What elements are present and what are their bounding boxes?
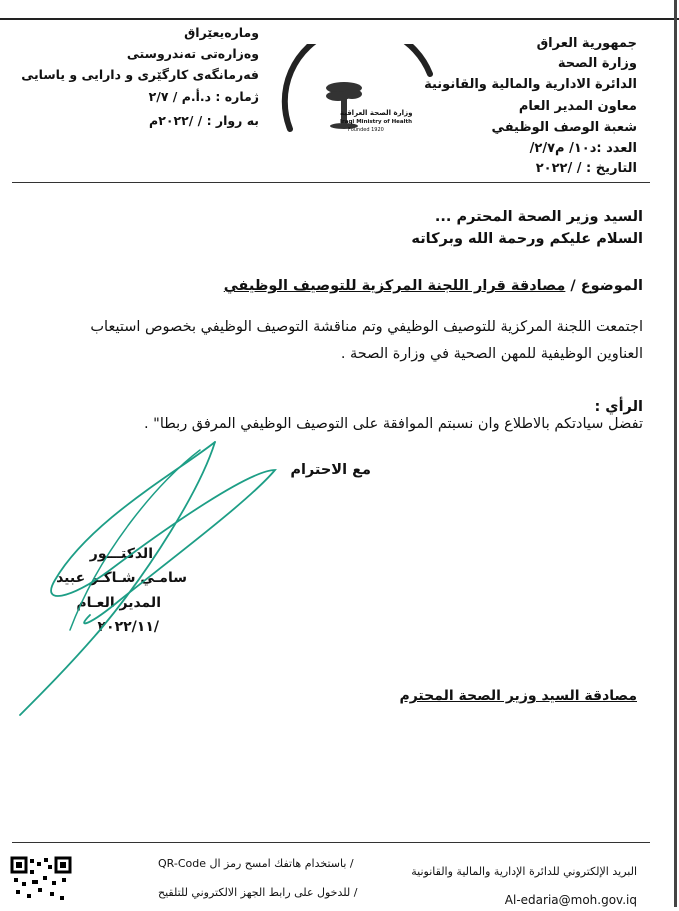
footer-divider: [12, 842, 650, 843]
header-right-line-1: جمهورية العراق: [536, 36, 637, 51]
logo-name-en: Iraqi Ministry of Health: [340, 119, 413, 125]
signature-title: الدكتـــور: [89, 546, 153, 562]
doc-date: التاريخ : / /٢٠٢٢: [535, 161, 637, 176]
closing: مع الاحترام: [290, 462, 371, 478]
signature-date: ٢٠٢٢/١١/: [97, 619, 159, 635]
header-left-line-2: فەرمانگەی کارگێری و دارایی و یاسایی: [21, 67, 259, 82]
footer-email-label: البريد الإلكتروني للدائرة الإدارية والمالية والقانونية: [411, 865, 637, 878]
header-divider: [12, 182, 650, 183]
header-left-line-4: بە روار : / /٢٠٢٢م: [149, 113, 259, 128]
right-frame-border: [674, 0, 677, 907]
header-right-line-4: معاون المدير العام: [518, 99, 637, 114]
header-left-line-1: وەزارەتی تەندروستی: [126, 46, 259, 61]
opinion-text: تفضل سيادتكم بالاطلاع وان نسبتم الموافقة على التوصيف الوظيفي المرفق ربطا" .: [143, 416, 643, 432]
paragraph-line-2: العناوين الوظيفية للمهن الصحية في وزارة الصحة .: [340, 346, 643, 362]
logo-name-ar: وزارة الصحة العراقية: [340, 109, 413, 117]
footer-qr-text-2: / للدخول على رابط الجهز الالكتروني للتلقيح: [158, 886, 358, 899]
footer-qr-text-1: / باستخدام هاتفك امسح رمز ال QR-Code: [158, 857, 354, 870]
subject-line: [224, 278, 643, 294]
paragraph-line-1: اجتمعت اللجنة المركزية للتوصيف الوظيفي وتم مناقشة التوصيف الوظيفي بخصوص استيعاب: [90, 319, 643, 335]
logo-founded: Founded 1920: [348, 127, 384, 133]
approval-line: مصادقة السيد وزير الصحة المحترم: [399, 688, 637, 704]
header-right-line-3: الدائرة الادارية والمالية والقانونية: [424, 77, 637, 92]
ministry-logo: [280, 44, 440, 144]
header-left-line-3: ژمارە : د.أ.م / ٢/٧: [148, 89, 259, 104]
subject-text: مصادقة قرار اللجنة المركزية للتوصيف الوظيفي: [223, 278, 566, 294]
opinion-label: الرأي :: [594, 399, 643, 415]
qr-code-icon[interactable]: [10, 856, 72, 907]
addressee: السيد وزير الصحة المحترم ...: [434, 209, 643, 225]
signature-name: سامـي شـاكـر عبيد: [56, 570, 187, 586]
doc-number: العدد :د١٠/ م٢/٧/: [529, 141, 637, 156]
greeting: السلام عليكم ورحمة الله وبركاته: [411, 231, 643, 247]
header-right-line-5: شعبة الوصف الوظيفي: [491, 120, 637, 135]
footer-email[interactable]: Al-edaria@moh.gov.iq: [504, 893, 637, 907]
header-right-line-2: وزارة الصحة: [557, 56, 637, 71]
top-frame-border: [0, 0, 679, 20]
header-left-ministry: ومارەیعێراق: [184, 25, 259, 40]
signature-position: المدير العـام: [76, 595, 161, 611]
subject-label: الموضوع /: [570, 278, 643, 294]
handwritten-signature: [0, 430, 300, 730]
